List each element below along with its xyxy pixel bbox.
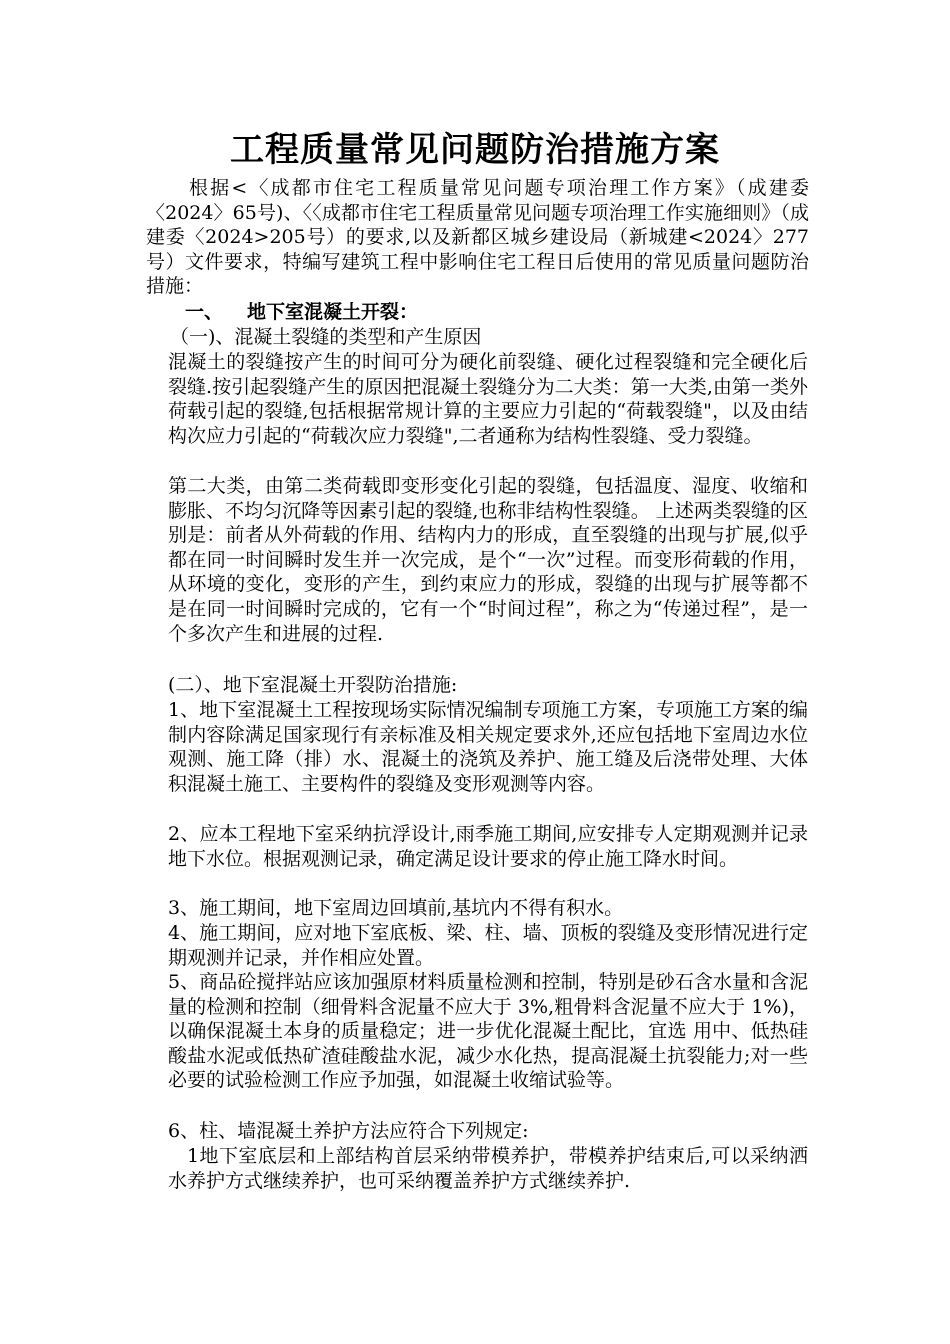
section-heading-1	[185, 300, 685, 325]
list-item: 2、应本工程地下室采纳抗浮设计,雨季施工期间,应安排专人定期观测并记录地下水位。根据观测记录，确定满足设计要求的停止施工降水时间。	[168, 823, 808, 870]
crack-types-paragraph-1: 混凝土的裂缝按产生的时间可分为硬化前裂缝、硬化过程裂缝和完全硬化后裂缝.按引起裂缝产生的原因把混凝土裂缝分为二大类：第一大类,由第一类外荷载引起的裂缝,包括根据常规计算的主要应力引起的“荷载裂缝"，以及由结构次应力引起的“荷载次应力裂缝",二者通称为结构性裂缝、受力裂缝。	[168, 351, 808, 447]
list-item: 6、柱、墙混凝土养护方法应符合下列规定:	[168, 1120, 529, 1142]
list-item: 1地下室底层和上部结构首层采纳带模养护，带模养护结束后,可以采纳洒水养护方式继续养护，也可采纳覆盖养护方式继续养护.	[168, 1145, 808, 1192]
list-item: 4、施工期间，应对地下室底板、梁、柱、墙、顶板的裂缝及变形情况进行定期观测并记录，并作相应处置。	[168, 922, 808, 969]
intro-paragraph: 根据<〈成都市住宅工程质量常见问题专项治理工作方案》（成建委〈2024〉65号)、〈〈成都市住宅工程质量常见问题专项治理工作实施细则》（成建委〈2024>205号）的要求,以及新都区城乡建设局（新城建<2024〉277号）文件要求，特编写建筑工程中影响住宅工程日后使用的常见质量问题防治措施：	[146, 177, 809, 298]
list-item: 5、商品砼搅拌站应该加强原材料质量检测和控制，特别是砂石含水量和含泥量的检测和控制（细骨料含泥量不应大于 3%,粗骨料含泥量不应大于 1%)，以确保混凝土本身的质量稳定；进一步优化混凝土配比，宜选 用中、低热硅酸盐水泥或低热矿渣硅酸盐水泥，减少水化热，提高混凝土抗裂能力;对一些必要的试验检测工作应予加强，如混凝土收缩试验等。	[168, 971, 808, 1092]
list-item: 1、地下室混凝土工程按现场实际情况编制专项施工方案，专项施工方案的编制内容除满足国家现行有亲标准及相关规定要求外,还应包括地下室周边水位观测、施工降（排）水、混凝土的浇筑及养护、施工缝及后浇带处理、大体积混凝土施工、主要构件的裂缝及变形观测等内容。	[168, 699, 808, 795]
section-title: 地下室混凝土开裂：	[247, 301, 419, 323]
section-number: 一、	[185, 301, 224, 323]
document-title: 工程质量常见问题防治措施方案	[230, 130, 720, 170]
list-item: 3、施工期间，地下室周边回填前,基坑内不得有积水。	[168, 897, 624, 919]
subsection-heading-1: （一)、混凝土裂缝的类型和产生原因	[170, 326, 482, 348]
subsection-heading-2: (二）、地下室混凝土开裂防治措施:	[168, 674, 458, 696]
crack-types-paragraph-2: 第二大类，由第二类荷载即变形变化引起的裂缝，包括温度、湿度、收缩和膨胀、不均匀沉降等因素引起的裂缝,也称非结构性裂缝。 上述两类裂缝的区别是：前者从外荷载的作用、结构内力的形成，直至裂缝的出现与扩展,似乎都在同一时间瞬时发生并一次完成，是个“一次”过程。而变形荷载的作用，从环境的变化，变形的产生，到约束应力的形成，裂缝的出现与扩展等都不是在同一时间瞬时完成的，它有一个“时间过程”，称之为“传递过程”，是一个多次产生和进展的过程.	[168, 475, 808, 645]
